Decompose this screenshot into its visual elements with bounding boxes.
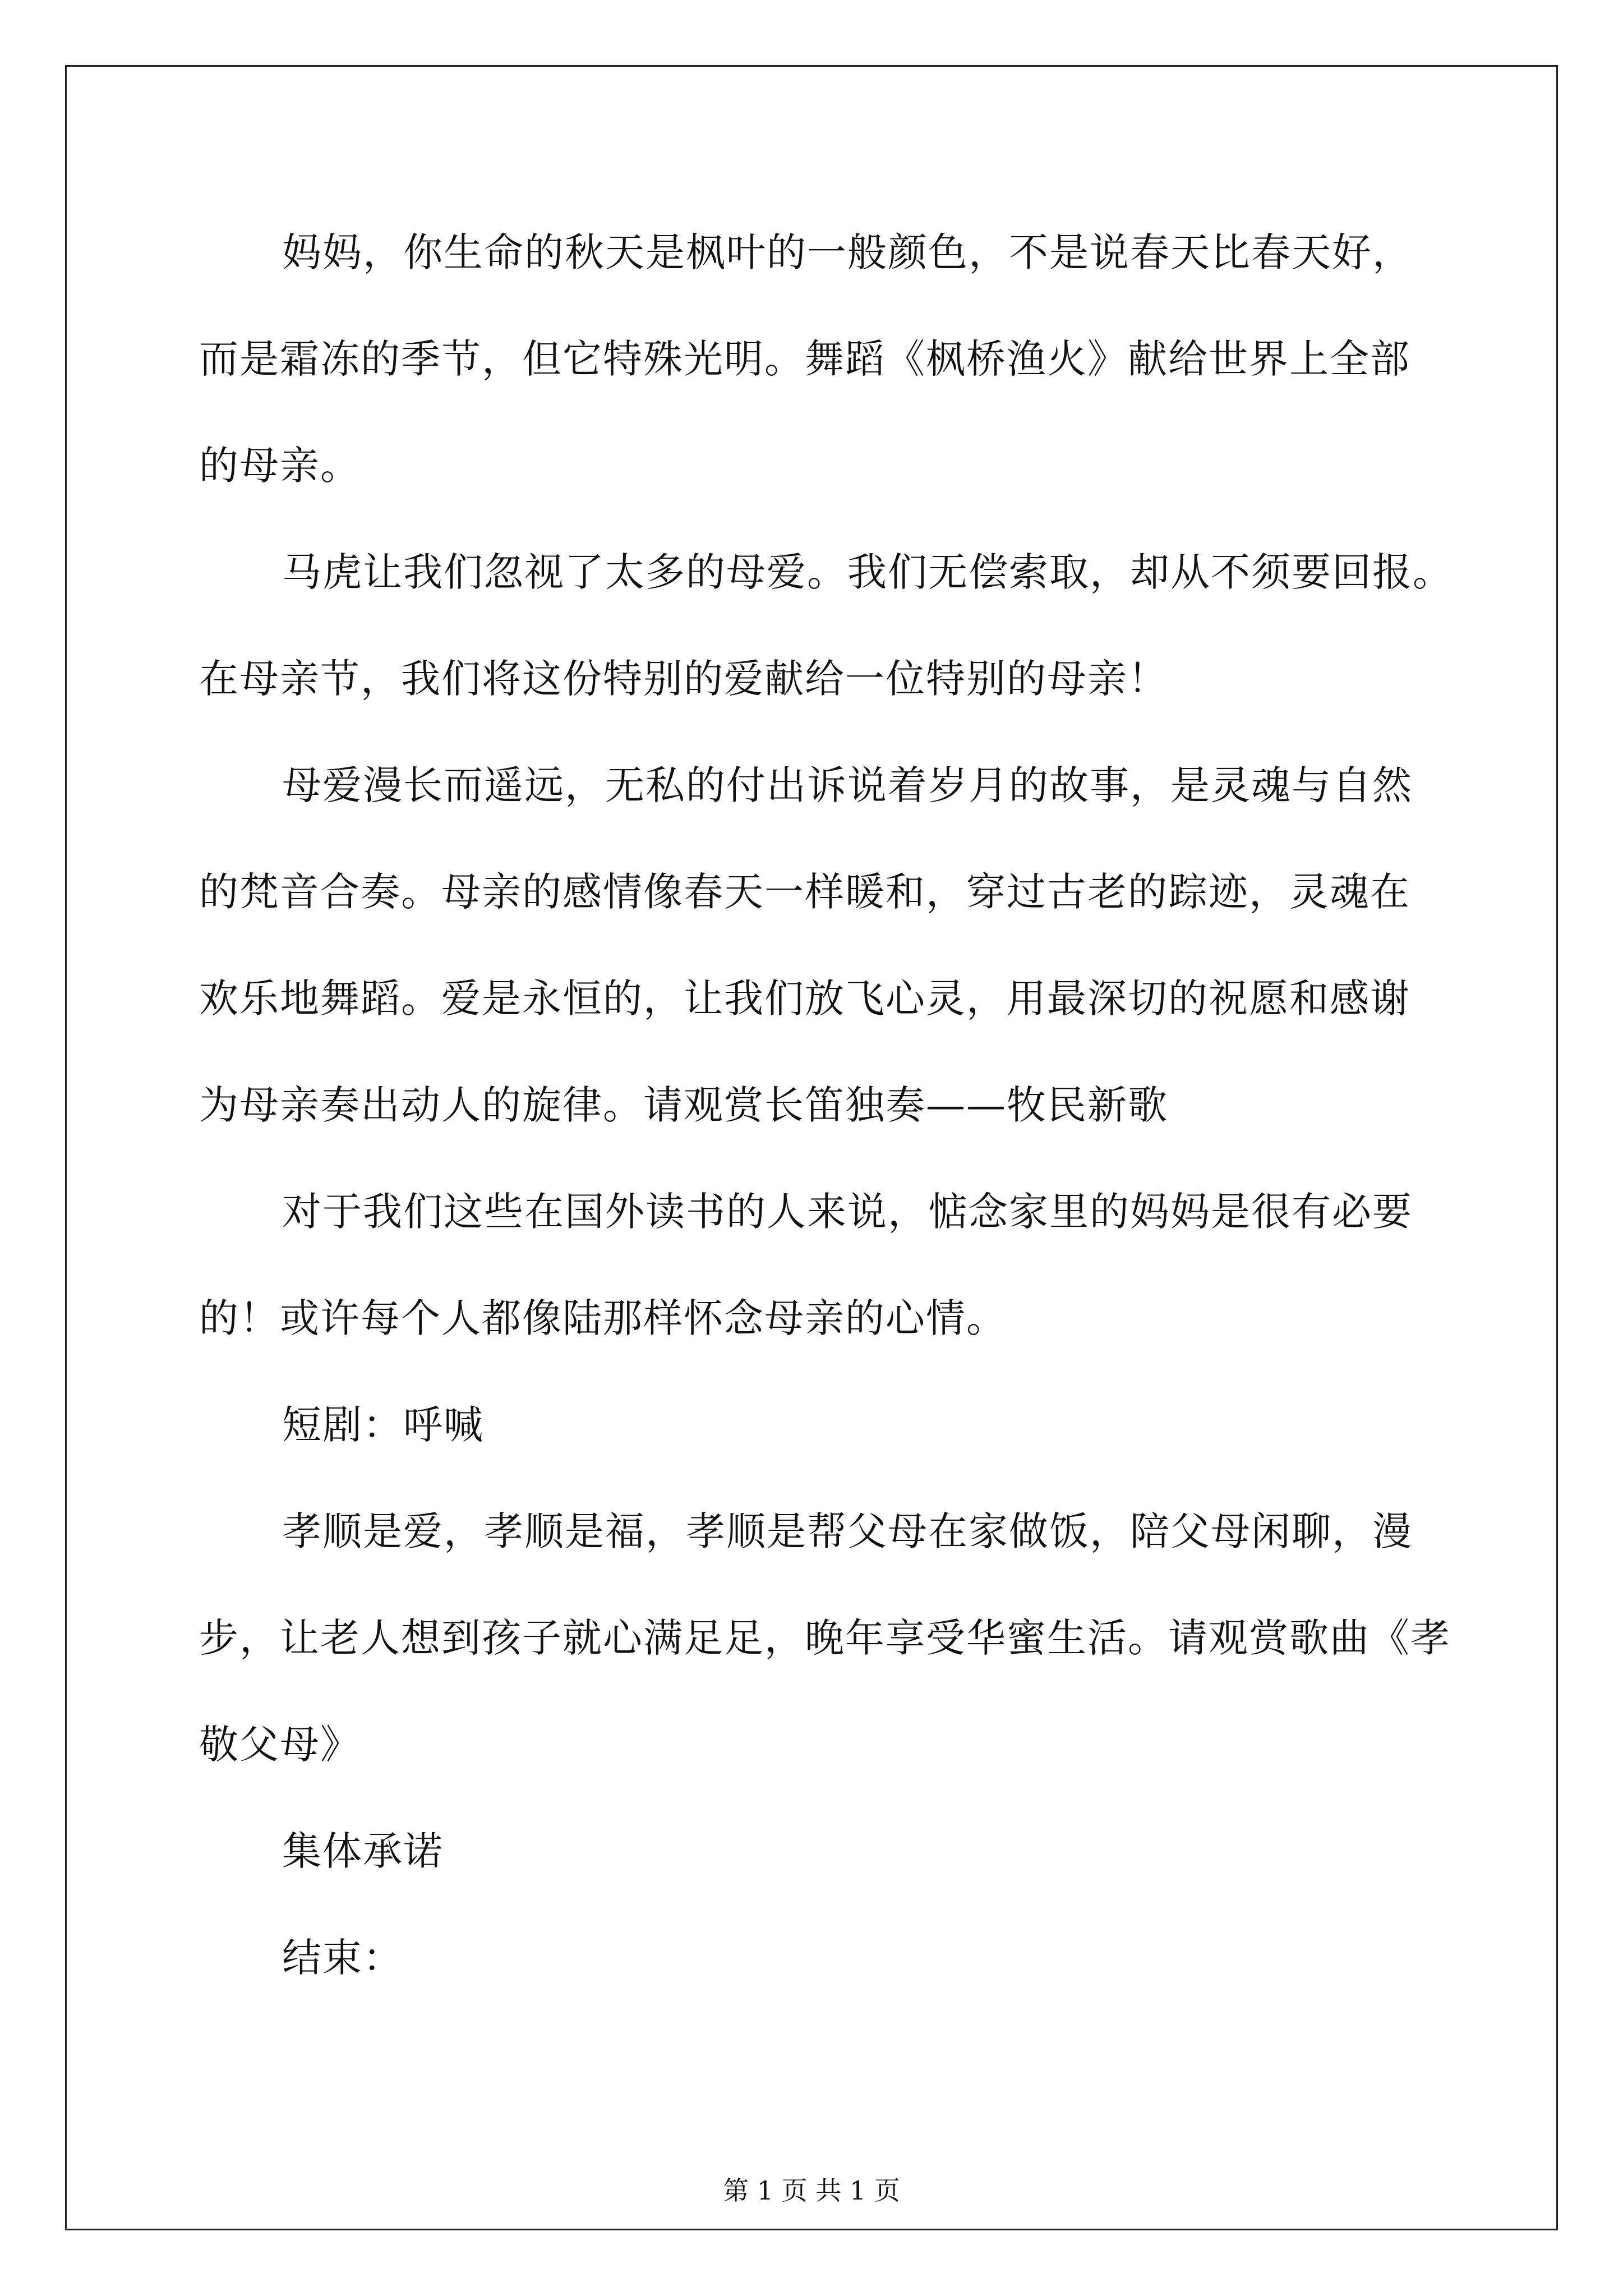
text-line: 的梵音合奏。母亲的感情像春天一样暖和，穿过古老的踪迹，灵魂在	[199, 869, 1410, 915]
text-line: 的！或许每个人都像陆那样怀念母亲的心情。	[199, 1295, 1007, 1341]
text-line: 而是霜冻的季节，但它特殊光明。舞蹈《枫桥渔火》献给世界上全部	[199, 336, 1410, 382]
text-line: 为母亲奏出动人的旋律。请观赏长笛独奏——牧民新歌	[199, 1082, 1168, 1128]
text-line: 欢乐地舞蹈。爱是永恒的，让我们放飞心灵，用最深切的祝愿和感谢	[199, 976, 1410, 1022]
text-line: 妈妈，你生命的秋天是枫叶的一般颜色，不是说春天比春天好，	[282, 229, 1413, 275]
text-line: 集体承诺	[282, 1828, 444, 1874]
text-line: 孝顺是爱，孝顺是福，孝顺是帮父母在家做饭，陪父母闲聊，漫	[282, 1508, 1413, 1554]
text-line: 步，让老人想到孩子就心满足足，晚年享受华蜜生活。请观赏歌曲《孝	[199, 1615, 1451, 1661]
document-body	[199, 199, 1453, 2011]
text-line: 的母亲。	[199, 443, 361, 489]
text-line: 对于我们这些在国外读书的人来说，惦念家里的妈妈是很有必要	[282, 1189, 1413, 1235]
text-line: 马虎让我们忽视了太多的母爱。我们无偿索取，却从不须要回报。	[282, 549, 1453, 595]
text-line: 敬父母》	[199, 1722, 361, 1768]
text-line: 短剧：呼喊	[282, 1402, 484, 1448]
text-line: 在母亲节，我们将这份特别的爱献给一位特别的母亲！	[199, 656, 1168, 702]
text-line: 母爱漫长而遥远，无私的付出诉说着岁月的故事，是灵魂与自然	[282, 762, 1413, 808]
text-line: 结束：	[282, 1935, 403, 1981]
page-footer: 第 1 页 共 1 页	[723, 2175, 900, 2206]
